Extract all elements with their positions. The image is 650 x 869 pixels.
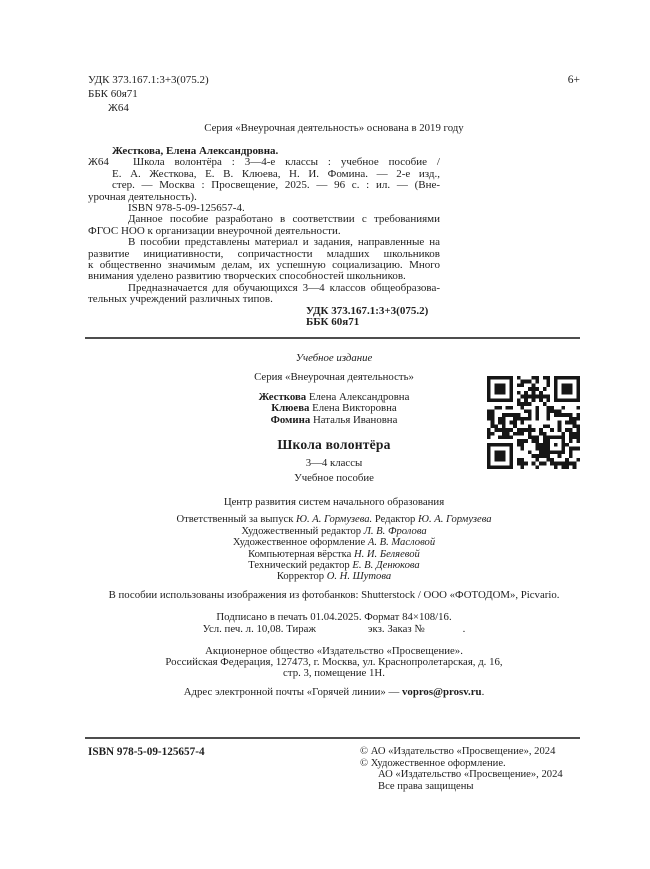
age-rating-badge: 6+ — [567, 74, 580, 86]
book-grades: 3—4 классы — [305, 457, 363, 470]
credit-line-art-design: Художественное оформление А. В. Масловой — [232, 537, 436, 549]
print-date-format-line: Подписано в печать 01.04.2025. Формат 84×108/16. — [216, 611, 452, 624]
catalog-card — [88, 146, 440, 329]
photo-credit-note: В пособии использованы изображения из фотобанков: Shutterstock / ООО «ФОТОДОМ», Picvario. — [108, 588, 560, 601]
author-given-name: Елена Викторовна — [312, 402, 397, 415]
footer-row — [88, 746, 580, 792]
publisher-address-block — [88, 646, 580, 679]
copyright-line: Все права защищены — [378, 780, 474, 792]
card-description-lines — [88, 157, 440, 214]
publisher-address-line: Российская Федерация, 127473, г. Москва, ул. Краснопролетарская, д. 16, — [165, 656, 503, 669]
copyright-line: © Художественное оформление. — [360, 757, 506, 769]
divider-rule-bottom — [85, 737, 580, 739]
isbn-footer: ISBN 978-5-09-125657-4 — [88, 746, 205, 759]
card-udk-code: УДК 373.167.1:3+3(075.2) — [306, 304, 429, 317]
card-annotation-line: ФГОС НОО к организации внеурочной деятельности. — [88, 224, 341, 237]
card-annotation-line: Предназначается для обучающихся 3—4 классов общеобразова- — [128, 281, 440, 294]
development-center-name: Центр развития систем начального образования — [223, 496, 445, 509]
hotline-email: vopros@prosv.ru — [402, 685, 482, 698]
card-description — [88, 157, 440, 214]
qr-code — [487, 376, 580, 469]
card-description-line: урочная деятельность). — [88, 190, 197, 203]
edition-kind: Учебное издание — [295, 351, 373, 364]
publisher-address-line: Акционерное общество «Издательство «Просвещение». — [205, 645, 463, 658]
card-annotation-line: Данное пособие разработано в соответствии с требованиями — [128, 213, 440, 226]
author-surname: Клюева — [271, 402, 310, 415]
edition-series: Серия «Внеурочная деятельность» — [254, 370, 414, 383]
author-surname: Фомина — [270, 413, 311, 426]
author-sign-code: Ж64 — [108, 102, 129, 114]
series-founded-note: Серия «Внеурочная деятельность» основана в 2019 году — [204, 122, 464, 134]
card-bbk-code: ББК 60я71 — [306, 316, 360, 329]
qr-code-graphic — [487, 376, 580, 469]
print-info-block — [88, 612, 580, 635]
author-given-name: Елена Александровна — [308, 390, 410, 403]
book-title: Школа волонтёра — [277, 437, 391, 453]
hotline-email-line: Адрес электронной почты «Горячей линии» — vopros@prosv.ru. — [183, 685, 485, 698]
author-surname: Жесткова — [258, 390, 307, 403]
card-description-line: Школа волонтёра : 3—4-е классы : учебное пособие / — [133, 156, 440, 169]
credit-line-art-editor: Художественный редактор Л. В. Фролова — [241, 525, 427, 537]
copyright-line: АО «Издательство «Просвещение», 2024 — [378, 769, 563, 781]
card-annotation-line: тельных учреждений различных типов. — [88, 293, 273, 306]
publisher-address-line: стр. 3, помещение 1Н. — [283, 667, 385, 680]
card-annotation-line: к общественно значимым делам, их успешную социализацию. Много — [88, 259, 440, 272]
card-annotation — [88, 214, 440, 305]
bbk-code: ББК 60я71 — [88, 88, 138, 100]
copyright-line: © АО «Издательство «Просвещение», 2024 — [360, 746, 556, 758]
staff-credits-block — [88, 514, 580, 582]
card-description-line: Е. А. Жесткова, Е. В. Клюева, Н. И. Фомина. — 2-е изд., — [112, 167, 440, 180]
card-annotation-line: В пособии представлены материал и задания, направленные на — [128, 236, 440, 249]
card-author-heading: Жесткова, Елена Александровна. — [112, 145, 279, 157]
classification-codes — [88, 73, 209, 115]
author-given-name: Наталья Ивановна — [312, 413, 398, 426]
divider-rule-top — [85, 337, 580, 339]
card-classification-codes — [306, 306, 440, 329]
card-annotation-line: внимания уделено развитию творческих способностей школьников. — [88, 270, 406, 283]
credit-line-proofreader: Корректор О. Н. Шутова — [276, 571, 392, 583]
classification-header — [88, 73, 580, 115]
card-description-line: ISBN 978-5-09-125657-4. — [128, 202, 245, 215]
card-description-line: стер. — Москва : Просвещение, 2025. — 96 с. : ил. — (Вне- — [112, 179, 440, 192]
credit-line-layout: Компьютерная вёрстка Н. И. Беляевой — [248, 548, 420, 560]
copyright-block — [360, 746, 580, 792]
credit-line-issue-editor: Ответственный за выпуск Ю. А. Гормузева. Редактор Ю. А. Гормузева — [176, 514, 492, 526]
card-index-code: Ж64 — [88, 156, 109, 169]
card-annotation-line: развитие инициативности, сопричастности младших школьников — [88, 247, 440, 260]
book-subtitle: Учебное пособие — [294, 472, 374, 485]
print-run-line: Усл. печ. л. 10,08. Тираж экз. Заказ № . — [202, 622, 466, 635]
credit-line-tech-editor: Технический редактор Е. В. Денюкова — [248, 559, 420, 571]
udk-code: УДК 373.167.1:3+3(075.2) — [88, 74, 209, 86]
